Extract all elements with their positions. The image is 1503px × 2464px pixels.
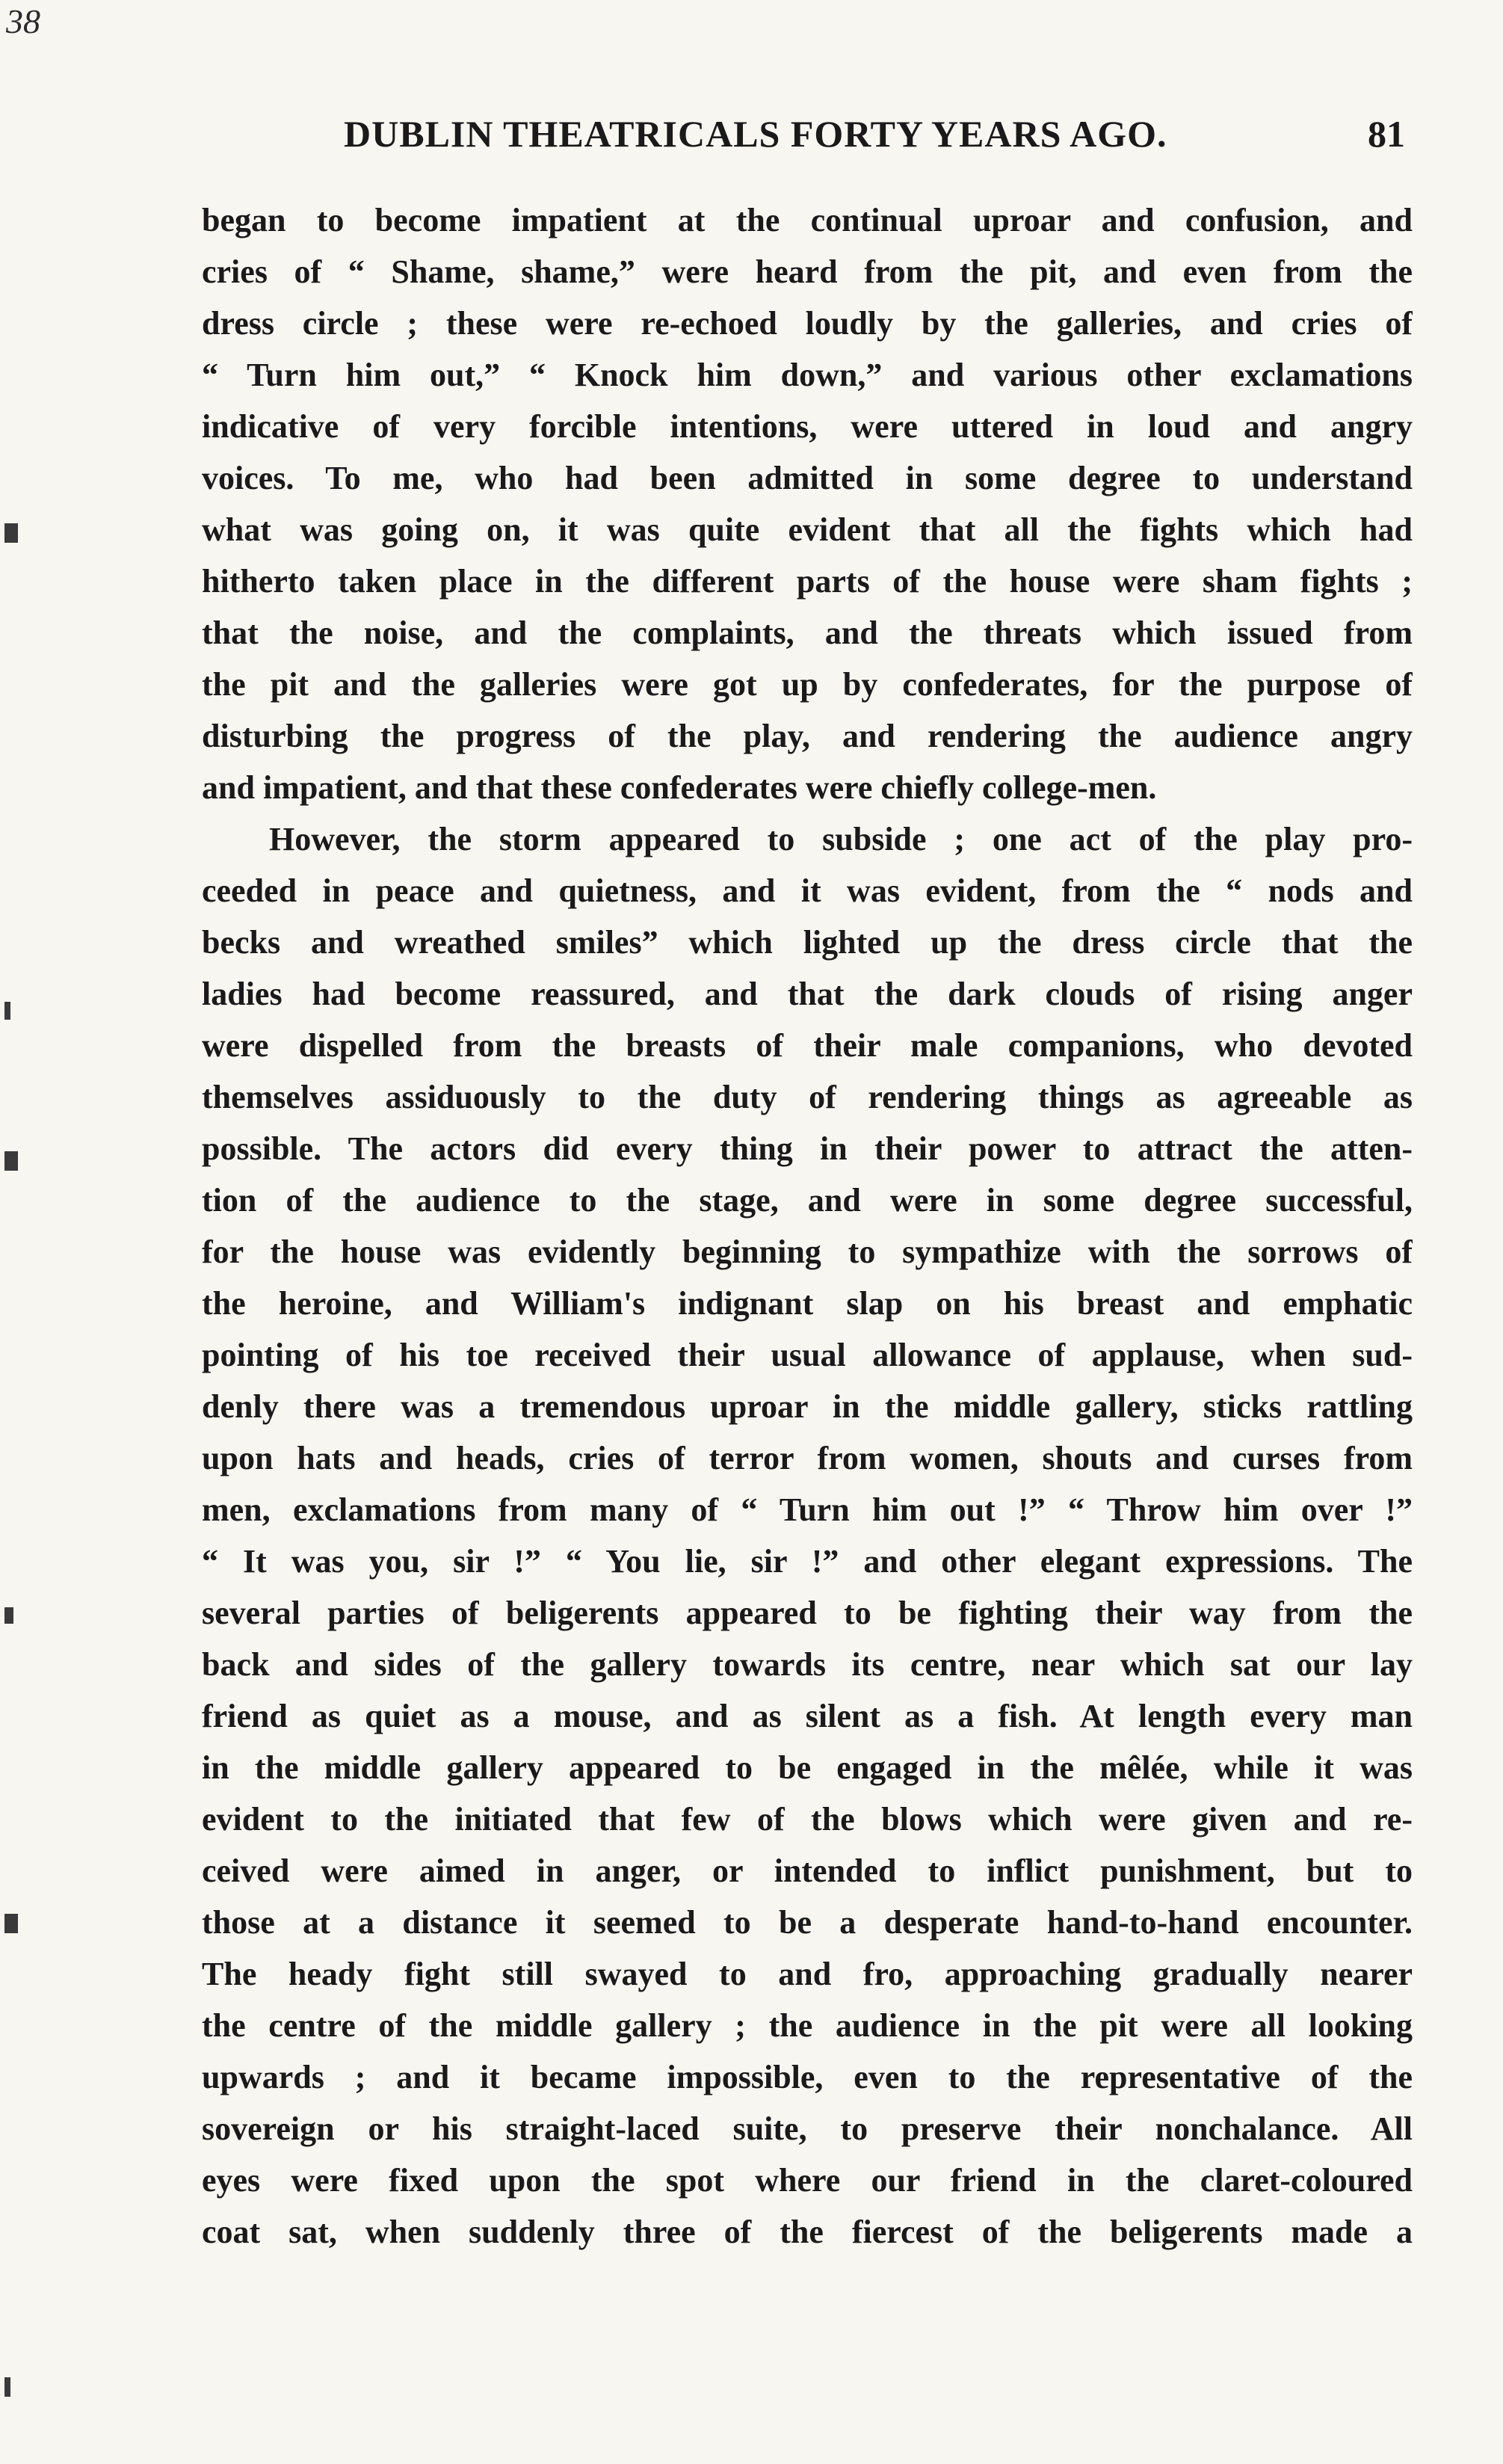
margin-mark — [4, 1151, 18, 1171]
text-line: men, exclamations from many of “ Turn him out !” “ Throw him over !” — [202, 1491, 1413, 1528]
text-line: voices. To me, who had been admitted in some degree to understand — [202, 460, 1413, 496]
page-header — [344, 112, 1405, 164]
text-line: and impatient, and that these confederates were chiefly college-men. — [202, 769, 1157, 806]
text-line: ceeded in peace and quietness, and it was evident, from the “ nods and — [202, 872, 1413, 909]
text-line: the pit and the galleries were got up by confederates, for the purpose of — [202, 666, 1413, 703]
text-line: evident to the initiated that few of the blows which were given and re- — [202, 1801, 1413, 1838]
text-line: pointing of his toe received their usual allowance of applause, when sud- — [202, 1337, 1413, 1373]
text-line: The heady fight still swayed to and fro, approaching gradually nearer — [202, 1956, 1413, 1992]
text-line: cries of “ Shame, shame,” were heard from the pit, and even from the — [202, 253, 1413, 290]
margin-mark — [4, 523, 18, 543]
body-text — [202, 194, 1413, 2362]
text-line: friend as quiet as a mouse, and as silent as a fish. At length every man — [202, 1698, 1413, 1734]
text-line: upwards ; and it became impossible, even to the representative of the — [202, 2059, 1413, 2095]
text-line: that the noise, and the complaints, and the threats which issued from — [202, 615, 1413, 651]
text-line: several parties of beligerents appeared to be fighting their way from the — [202, 1595, 1413, 1631]
text-line: for the house was evidently beginning to sympathize with the sorrows of — [202, 1233, 1413, 1270]
text-line: coat sat, when suddenly three of the fiercest of the beligerents made a — [202, 2214, 1413, 2250]
handwritten-page-mark: 38 — [6, 2, 40, 40]
margin-mark — [4, 1002, 10, 1020]
text-line: ladies had become reassured, and that the dark clouds of rising anger — [202, 976, 1413, 1012]
text-line: tion of the audience to the stage, and were in some degree successful, — [202, 1182, 1413, 1219]
margin-mark — [4, 1914, 18, 1933]
paragraph-start-line: However, the storm appeared to subside ; one act of the play pro- — [269, 821, 1413, 857]
text-line: in the middle gallery appeared to be engaged in the mêlée, while it was — [202, 1749, 1413, 1786]
text-line: “ Turn him out,” “ Knock him down,” and various other exclamations — [202, 357, 1413, 393]
text-line: denly there was a tremendous uproar in the middle gallery, sticks rattling — [202, 1388, 1413, 1425]
text-line: “ It was you, sir !” “ You lie, sir !” and other elegant expressions. The — [202, 1543, 1413, 1580]
margin-mark — [4, 1607, 13, 1624]
text-line: began to become impatient at the continual uproar and confusion, and — [202, 202, 1413, 238]
text-line: upon hats and heads, cries of terror from women, shouts and curses from — [202, 1440, 1413, 1476]
text-line: those at a distance it seemed to be a desperate hand-to-hand encounter. — [202, 1904, 1413, 1941]
text-line: ceived were aimed in anger, or intended to inflict punishment, but to — [202, 1852, 1413, 1889]
text-line: themselves assiduously to the duty of rendering things as agreeable as — [202, 1079, 1413, 1115]
text-line: disturbing the progress of the play, and rendering the audience angry — [202, 718, 1413, 754]
margin-mark — [4, 2377, 10, 2397]
text-line: becks and wreathed smiles” which lighted up the dress circle that the — [202, 924, 1413, 961]
text-line: eyes were fixed upon the spot where our friend in the claret-coloured — [202, 2162, 1413, 2199]
text-line: back and sides of the gallery towards its centre, near which sat our lay — [202, 1646, 1413, 1683]
text-line: indicative of very forcible intentions, were uttered in loud and angry — [202, 408, 1413, 445]
text-line: possible. The actors did every thing in their power to attract the atten- — [202, 1130, 1413, 1167]
text-line: dress circle ; these were re-echoed loudly by the galleries, and cries of — [202, 305, 1413, 342]
page-number: 81 — [1368, 113, 1405, 155]
text-line: sovereign or his straight-laced suite, to preserve their nonchalance. All — [202, 2110, 1413, 2147]
running-title: DUBLIN THEATRICALS FORTY YEARS AGO. — [344, 113, 1167, 155]
text-line: what was going on, it was quite evident that all the fights which had — [202, 511, 1413, 548]
text-line: the heroine, and William's indignant slap on his breast and emphatic — [202, 1285, 1413, 1322]
text-line: were dispelled from the breasts of their male companions, who devoted — [202, 1027, 1413, 1064]
text-line: hitherto taken place in the different parts of the house were sham fights ; — [202, 563, 1413, 600]
text-line: the centre of the middle gallery ; the audience in the pit were all looking — [202, 2007, 1413, 2044]
